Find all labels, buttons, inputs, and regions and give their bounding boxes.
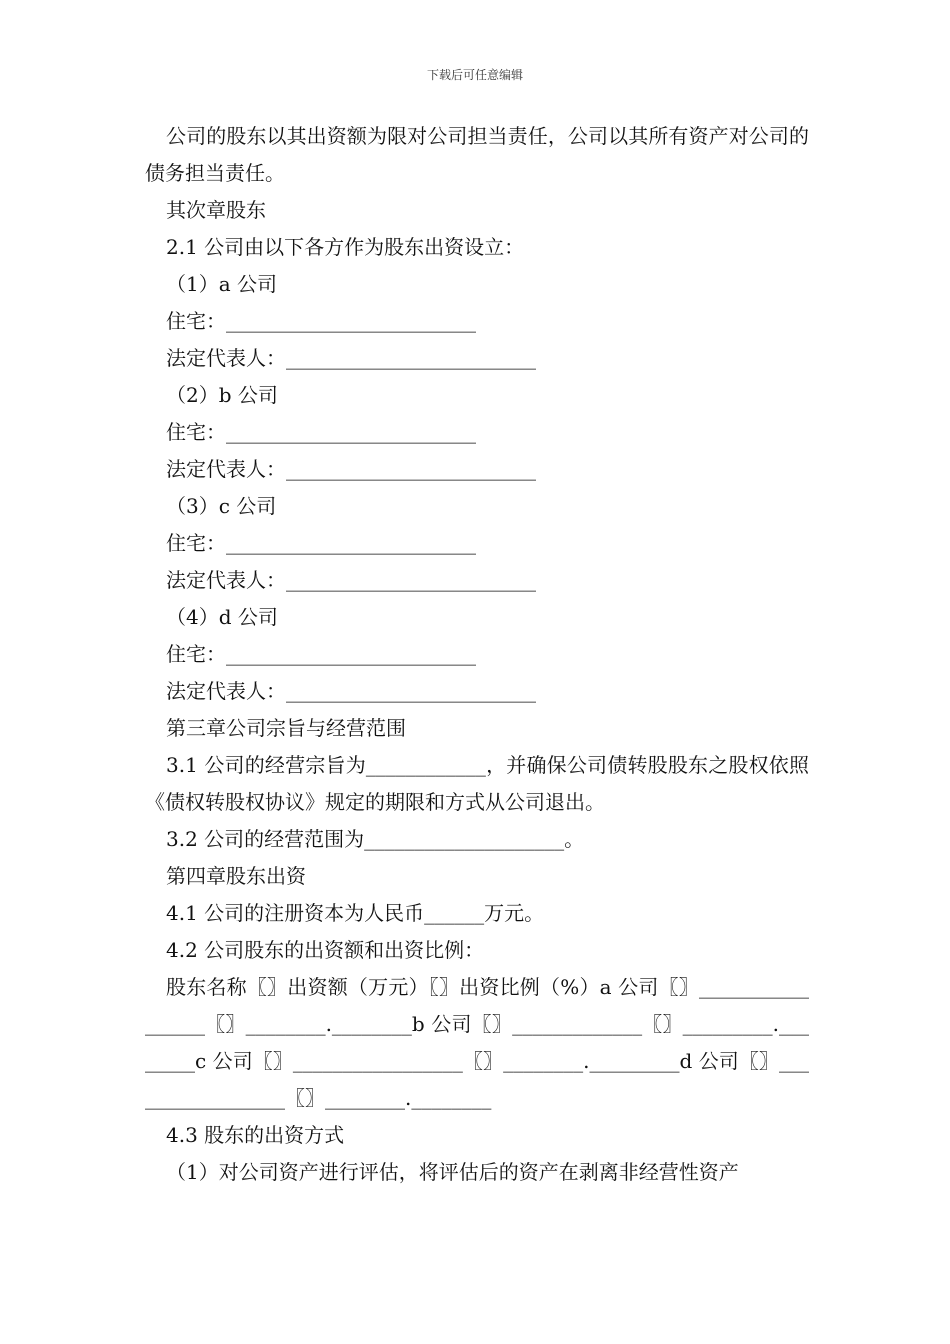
shareholder-c-address: 住宅：_________________________ [166, 531, 476, 555]
clause-4-2: 4.2 公司股东的出资额和出资比例： [166, 938, 485, 962]
shareholder-b-label: （2）b 公司 [166, 383, 278, 407]
shareholder-d-representative: 法定代表人：_________________________ [166, 679, 536, 703]
chapter-3-heading: 第三章公司宗旨与经营范围 [166, 716, 406, 740]
shareholder-a-representative: 法定代表人：_________________________ [166, 346, 536, 370]
clause-3-1: 3.1 公司的经营宗旨为____________，并确保公司债转股股东之股权依照《债权转股权协议》规定的期限和方式从公司退出。 [145, 753, 809, 814]
shareholder-a-address: 住宅：_________________________ [166, 309, 476, 333]
chapter-2-heading: 其次章股东 [166, 198, 266, 222]
paragraph-liability: 公司的股东以其出资额为限对公司担当责任，公司以其所有资产对公司的债务担当责任。 [145, 124, 809, 185]
page-header: 下载后可任意编辑 [426, 68, 523, 82]
shareholder-c-representative: 法定代表人：_________________________ [166, 568, 536, 592]
chapter-4-heading: 第四章股东出资 [166, 864, 306, 888]
clause-2-1: 2.1 公司由以下各方作为股东出资设立： [166, 235, 525, 259]
clause-4-3-item-1: （1）对公司资产进行评估，将评估后的资产在剥离非经营性资产 [166, 1160, 739, 1184]
contribution-table-text: 股东名称〖〗出资额（万元）〖〗出资比例（%）a 公司〖〗_________________〖〗________.________b 公司〖〗_____________〖〗_________.________c 公司〖〗_________________〖〗________._________d 公司〖〗_________________〖〗________.________ [145, 975, 809, 1110]
shareholder-b-address: 住宅：_________________________ [166, 420, 476, 444]
clause-4-1: 4.1 公司的注册资本为人民币______万元。 [166, 901, 545, 925]
clause-4-3: 4.3 股东的出资方式 [166, 1123, 345, 1147]
shareholder-a-label: （1）a 公司 [166, 272, 278, 296]
shareholder-d-address: 住宅：_________________________ [166, 642, 476, 666]
clause-3-2: 3.2 公司的经营范围为____________________。 [166, 827, 585, 851]
shareholder-b-representative: 法定代表人：_________________________ [166, 457, 536, 481]
document-body [145, 118, 809, 1191]
shareholder-d-label: （4）d 公司 [166, 605, 278, 629]
shareholder-c-label: （3）c 公司 [166, 494, 277, 518]
